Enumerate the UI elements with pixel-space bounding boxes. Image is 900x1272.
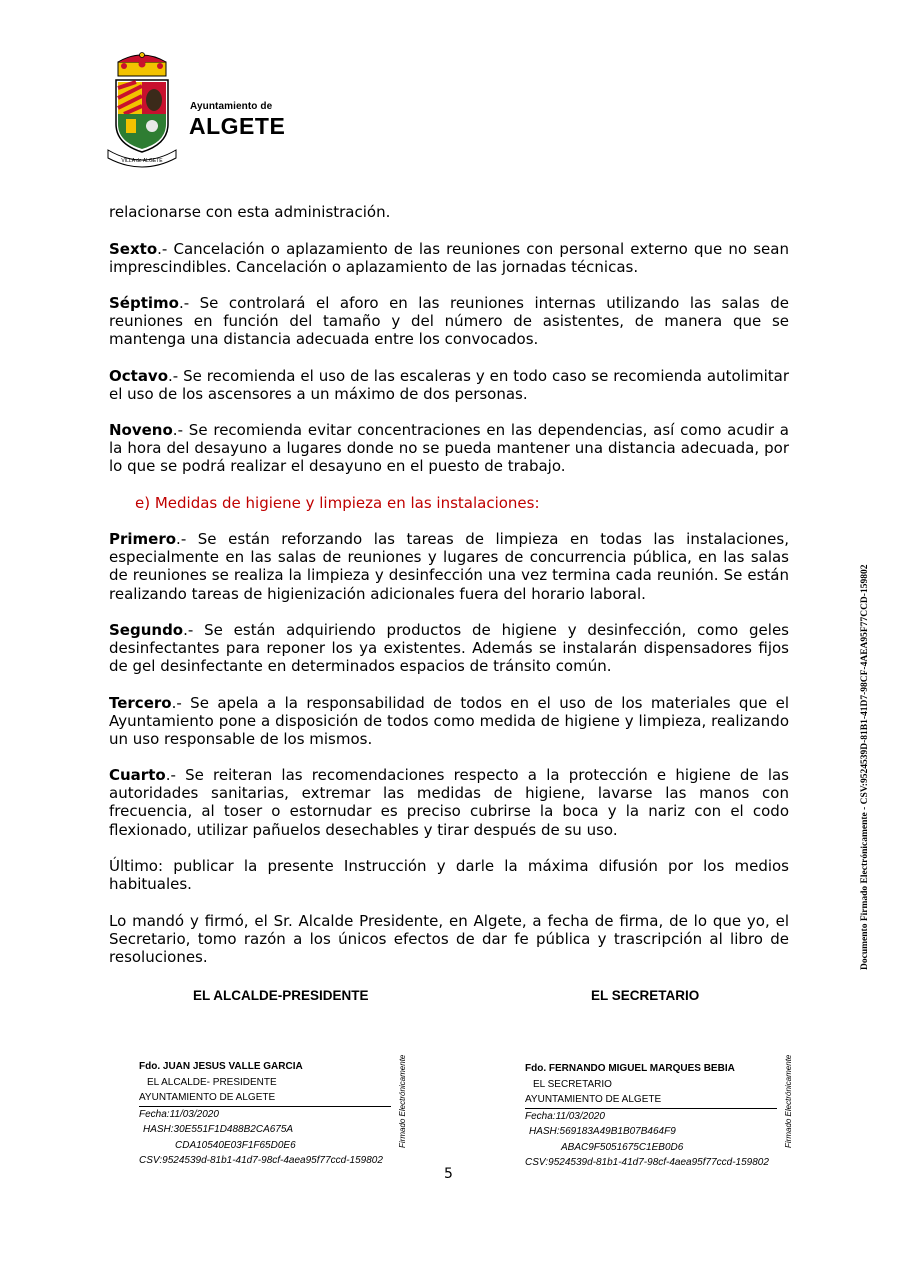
signature-block-left [139,1059,391,1169]
signer-role: EL ALCALDE- PRESIDENTE [147,1076,277,1088]
signer-name: Fdo. JUAN JESUS VALLE GARCIA [139,1061,303,1072]
paragraph-primero: Primero.- Se están reforzando las tareas de limpieza en todas las instalaciones, especialmente en las salas de reuniones y lugares de concurrencia pública, en las salas de reuniones se realiza la limpieza y desinfección una vez termina cada reunión. Se están realizando tareas de higienización adicionales fuera del horario laboral. [109,530,789,603]
paragraph-septimo: Séptimo.- Se controlará el aforo en las reuniones internas utilizando las salas de reuniones en función del tamaño y del número de asistentes, de manera que se mantenga una distancia adecuada entre los convocados. [109,294,789,349]
signer-name: Fdo. FERNANDO MIGUEL MARQUES BEBIA [525,1063,735,1074]
paragraph-ultimo: Último: publicar la presente Instrucción y darle la máxima difusión por los medios habituales. [109,857,789,894]
sign-hash-1: HASH:569183A49B1B07B464F9 [529,1126,676,1137]
signer-org: AYUNTAMIENTO DE ALGETE [139,1090,391,1107]
ayuntamiento-crest-logo [106,52,178,168]
signer-role: EL SECRETARIO [533,1078,612,1090]
org-name-small: Ayuntamiento de [190,101,273,112]
sign-date: Fecha:11/03/2020 [139,1108,219,1120]
org-name-big: ALGETE [189,113,286,139]
sign-hash-2: ABAC9F5051675C1EB0D6 [561,1141,684,1153]
paragraph-continuation: relacionarse con esta administración. [109,203,391,221]
electronic-stamp-right: Firmado Electrónicamente [784,1054,793,1148]
signer-org: AYUNTAMIENTO DE ALGETE [525,1092,777,1109]
signature-title-left: EL ALCALDE-PRESIDENTE [193,988,369,1003]
sign-hash-1: HASH:30E551F1D488B2CA675A [143,1124,294,1135]
electronic-stamp-left: Firmado Electrónicamente [398,1054,407,1148]
paragraph-tercero: Tercero.- Se apela a la responsabilidad de todos en el uso de los materiales que el Ayuntamiento pone a disposición de todos como medida de higiene y limpieza, realizando un uso responsable de los mismos. [109,694,789,749]
paragraph-segundo: Segundo.- Se están adquiriendo productos de higiene y desinfección, como geles desinfectantes para reponer los ya existentes. Además se instalarán dispensadores fijos de gel desinfectante en determinados espacios de tránsito común. [109,621,789,676]
signature-title-right: EL SECRETARIO [591,988,700,1003]
sign-date: Fecha:11/03/2020 [525,1110,605,1122]
crest-caption: VILLA de ALGETE [121,158,163,164]
sign-csv: CSV:9524539d-81b1-41d7-98cf-4aea95f77ccd-159802 [139,1155,383,1166]
side-csv-text: Documento Firmado Electrónicamente - CSV:9524539D-81B1-41D7-98CF-4AEA95F77CCD-159802 [860,564,870,970]
signature-block-right [525,1061,777,1171]
paragraph-noveno: Noveno.- Se recomienda evitar concentraciones en las dependencias, así como acudir a la hora del desayuno a lugares donde no se pueda mantener una distancia adecuada, por lo que se podrá realizar el desayuno en el puesto de trabajo. [109,421,789,476]
paragraph-octavo: Octavo.- Se recomienda el uso de las escaleras y en todo caso se recomienda autolimitar el uso de los ascensores a un máximo de dos personas. [109,367,789,404]
paragraph-sexto: Sexto.- Cancelación o aplazamiento de las reuniones con personal externo que no sean imprescindibles. Cancelación o aplazamiento de las jornadas técnicas. [109,240,789,277]
paragraph-cuarto: Cuarto.- Se reiteran las recomendaciones respecto a la protección e higiene de las autoridades sanitarias, extremar las medidas de higiene, lavarse las manos con frecuencia, al toser o estornudar es preciso cubrirse la boca y la nariz con el codo flexionado, utilizar pañuelos desechables y tirar después de su uso. [109,766,789,839]
sign-csv: CSV:9524539d-81b1-41d7-98cf-4aea95f77ccd-159802 [525,1157,769,1168]
paragraph-closing: Lo mandó y firmó, el Sr. Alcalde Presidente, en Algete, a fecha de firma, de lo que yo, el Secretario, tomo razón a los únicos efectos de dar fe pública y trascripción al libro de resoluciones. [109,912,789,967]
sign-hash-2: CDA10540E03F1F65D0E6 [175,1139,296,1151]
page-number: 5 [444,1166,453,1182]
section-heading: e) Medidas de higiene y limpieza en las instalaciones: [135,494,540,512]
